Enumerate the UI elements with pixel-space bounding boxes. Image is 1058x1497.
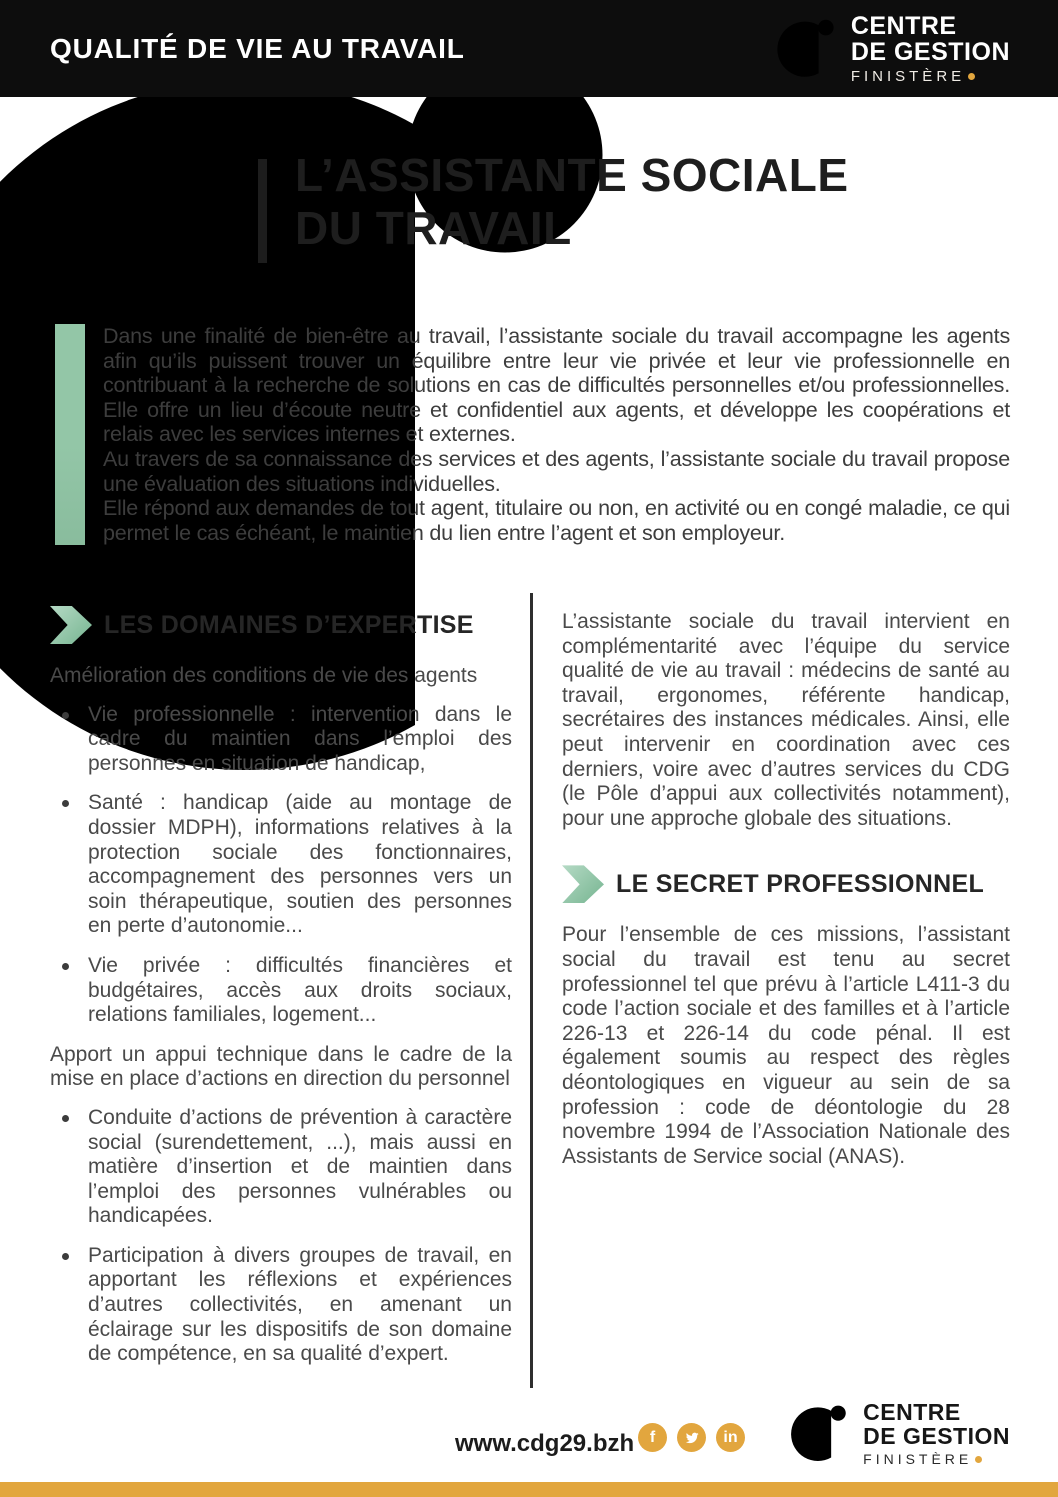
page-title-line-1: L’ASSISTANTE SOCIALE xyxy=(295,149,849,201)
header-title: QUALITÉ DE VIE AU TRAVAIL xyxy=(50,32,465,64)
footer-brand xyxy=(781,1398,1010,1468)
footer-brand-line-3 xyxy=(863,1452,1010,1466)
website-url-link[interactable]: www.cdg29.bzh xyxy=(455,1430,635,1457)
section-heading-domaines xyxy=(50,606,512,644)
brand-region-label: FINISTÈRE xyxy=(850,67,966,85)
intro-green-bar xyxy=(55,324,85,545)
bullet-list-2 xyxy=(50,1106,512,1367)
section-title-secret: LE SECRET PROFESSIONNEL xyxy=(616,870,985,899)
footer-brand-region-label: FINISTÈRE xyxy=(863,1451,973,1467)
list-item: Conduite d’actions de prévention à caractère social (surendettement, ...), mais aussi en matière d’insertion et de maintien dans l’emploi des personnes vulnérables ou handicapées. xyxy=(50,1106,512,1229)
facebook-icon[interactable]: f xyxy=(638,1423,667,1452)
page-title-line-2: DU TRAVAIL xyxy=(295,202,572,254)
intro-paragraph-2: Au travers de sa connaissance des services et des agents, l’assistante sociale du travail propose une évaluation des situations individuelles. xyxy=(103,446,1010,496)
section-heading-secret xyxy=(562,865,1010,903)
footer-brand-text xyxy=(863,1400,1010,1466)
intro-paragraph-3: Elle répond aux demandes de tout agent, titulaire ou non, en activité ou en congé maladie, ce qui permet le cas échéant, le maintien du lien entre l’agent et son employeur. xyxy=(103,496,1010,545)
column-divider xyxy=(530,593,533,1388)
cdg-logo-icon xyxy=(767,12,839,84)
brand-line-3 xyxy=(851,69,1010,84)
green-chevron-icon xyxy=(562,865,604,903)
twitter-bird-glyph xyxy=(684,1430,700,1446)
left-column xyxy=(50,606,512,1382)
list-item: Participation à divers groupes de travail, en apportant les réflexions et expériences d’autres collectivités, en amenant un éclairage sur les dispositifs de son domaine de compétence, en sa qualité d’expert. xyxy=(50,1244,512,1367)
list-item: Santé : handicap (aide au montage de dossier MDPH), informations relatives à la protection sociale des fonctionnaires, accompagnement des personnes vers un soin thérapeutique, soutien des personnes en perte d’autonomie... xyxy=(50,791,512,939)
footer xyxy=(0,1392,1058,1482)
right-paragraph-1: L’assistante sociale du travail intervient en complémentarité avec l’équipe du service qualité de vie au travail : médecins de santé au travail, ergonomes, référente handicap, secrétaires des instances médicales. Ainsi, elle peut intervenir en coordination avec ces derniers, voire avec d’autres services du CDG (le Pôle d’appui aux collectivités notamment), pour une approche globale des situations. xyxy=(562,610,1010,830)
top-header-bar xyxy=(0,0,1058,97)
brand-line-2: DE GESTION xyxy=(850,37,1010,66)
twitter-icon[interactable] xyxy=(677,1423,706,1452)
list-item: Vie professionnelle : intervention dans le cadre du maintien dans l’emploi des personnes en situation de handicap, xyxy=(50,703,512,777)
footer-brand-dot xyxy=(975,1456,982,1463)
bottom-accent-bar xyxy=(0,1482,1058,1497)
footer-cdg-logo-icon xyxy=(781,1398,851,1468)
bullet-list-1 xyxy=(50,703,512,1028)
header-brand xyxy=(767,12,1010,84)
brand-line-1: CENTRE xyxy=(850,11,957,40)
footer-brand-line-1: CENTRE xyxy=(863,1399,961,1425)
intro-section xyxy=(55,324,1010,545)
linkedin-icon[interactable]: in xyxy=(716,1423,745,1452)
brand-text xyxy=(851,13,1010,84)
list-item: Vie privée : difficultés financières et budgétaires, accès aux droits sociaux, relations familiales, logement... xyxy=(50,954,512,1028)
title-block xyxy=(62,143,849,295)
intro-paragraph-1: Dans une finalité de bien-être au travail, l’assistante sociale du travail accompagne les agents afin qu’ils puissent trouver un équilibre entre leur vie privée et leur vie professionnelle en contribuant à la recherche de solutions en cas de difficultés personnelles et/ou professionnelles. Elle offre un lieu d’écoute neutre et confidentiel aux agents, et développe les coopérations et relais avec les services internes et externes. xyxy=(103,324,1010,447)
right-column xyxy=(562,610,1010,1183)
title-cdg-logo-icon xyxy=(62,143,214,295)
left-intro-2: Apport un appui technique dans le cadre de la mise en place d’actions en direction du personnel xyxy=(50,1042,512,1091)
intro-text xyxy=(103,324,1010,545)
social-icons xyxy=(638,1423,745,1452)
page-title xyxy=(295,149,849,255)
left-intro-1: Amélioration des conditions de vie des agents xyxy=(50,664,478,687)
section-title-domaines: LES DOMAINES D’EXPERTISE xyxy=(104,610,474,639)
footer-brand-line-2: DE GESTION xyxy=(863,1423,1010,1449)
brand-dot xyxy=(968,73,975,80)
title-separator xyxy=(258,159,267,263)
green-chevron-icon xyxy=(50,606,92,644)
right-paragraph-2: Pour l’ensemble de ces missions, l’assistant social du travail est tenu au secret professionnel tel que prévu à l’article L411-3 du code l’action sociale et des familles et à l’article 226-13 et 226-14 du code pénal. Il est également soumis au respect des règles déontologiques en vigueur au sein de sa profession : code de déontologie du 28 novembre 1994 de l’Association Nationale des Assistants de Service social (ANAS). xyxy=(562,923,1010,1168)
